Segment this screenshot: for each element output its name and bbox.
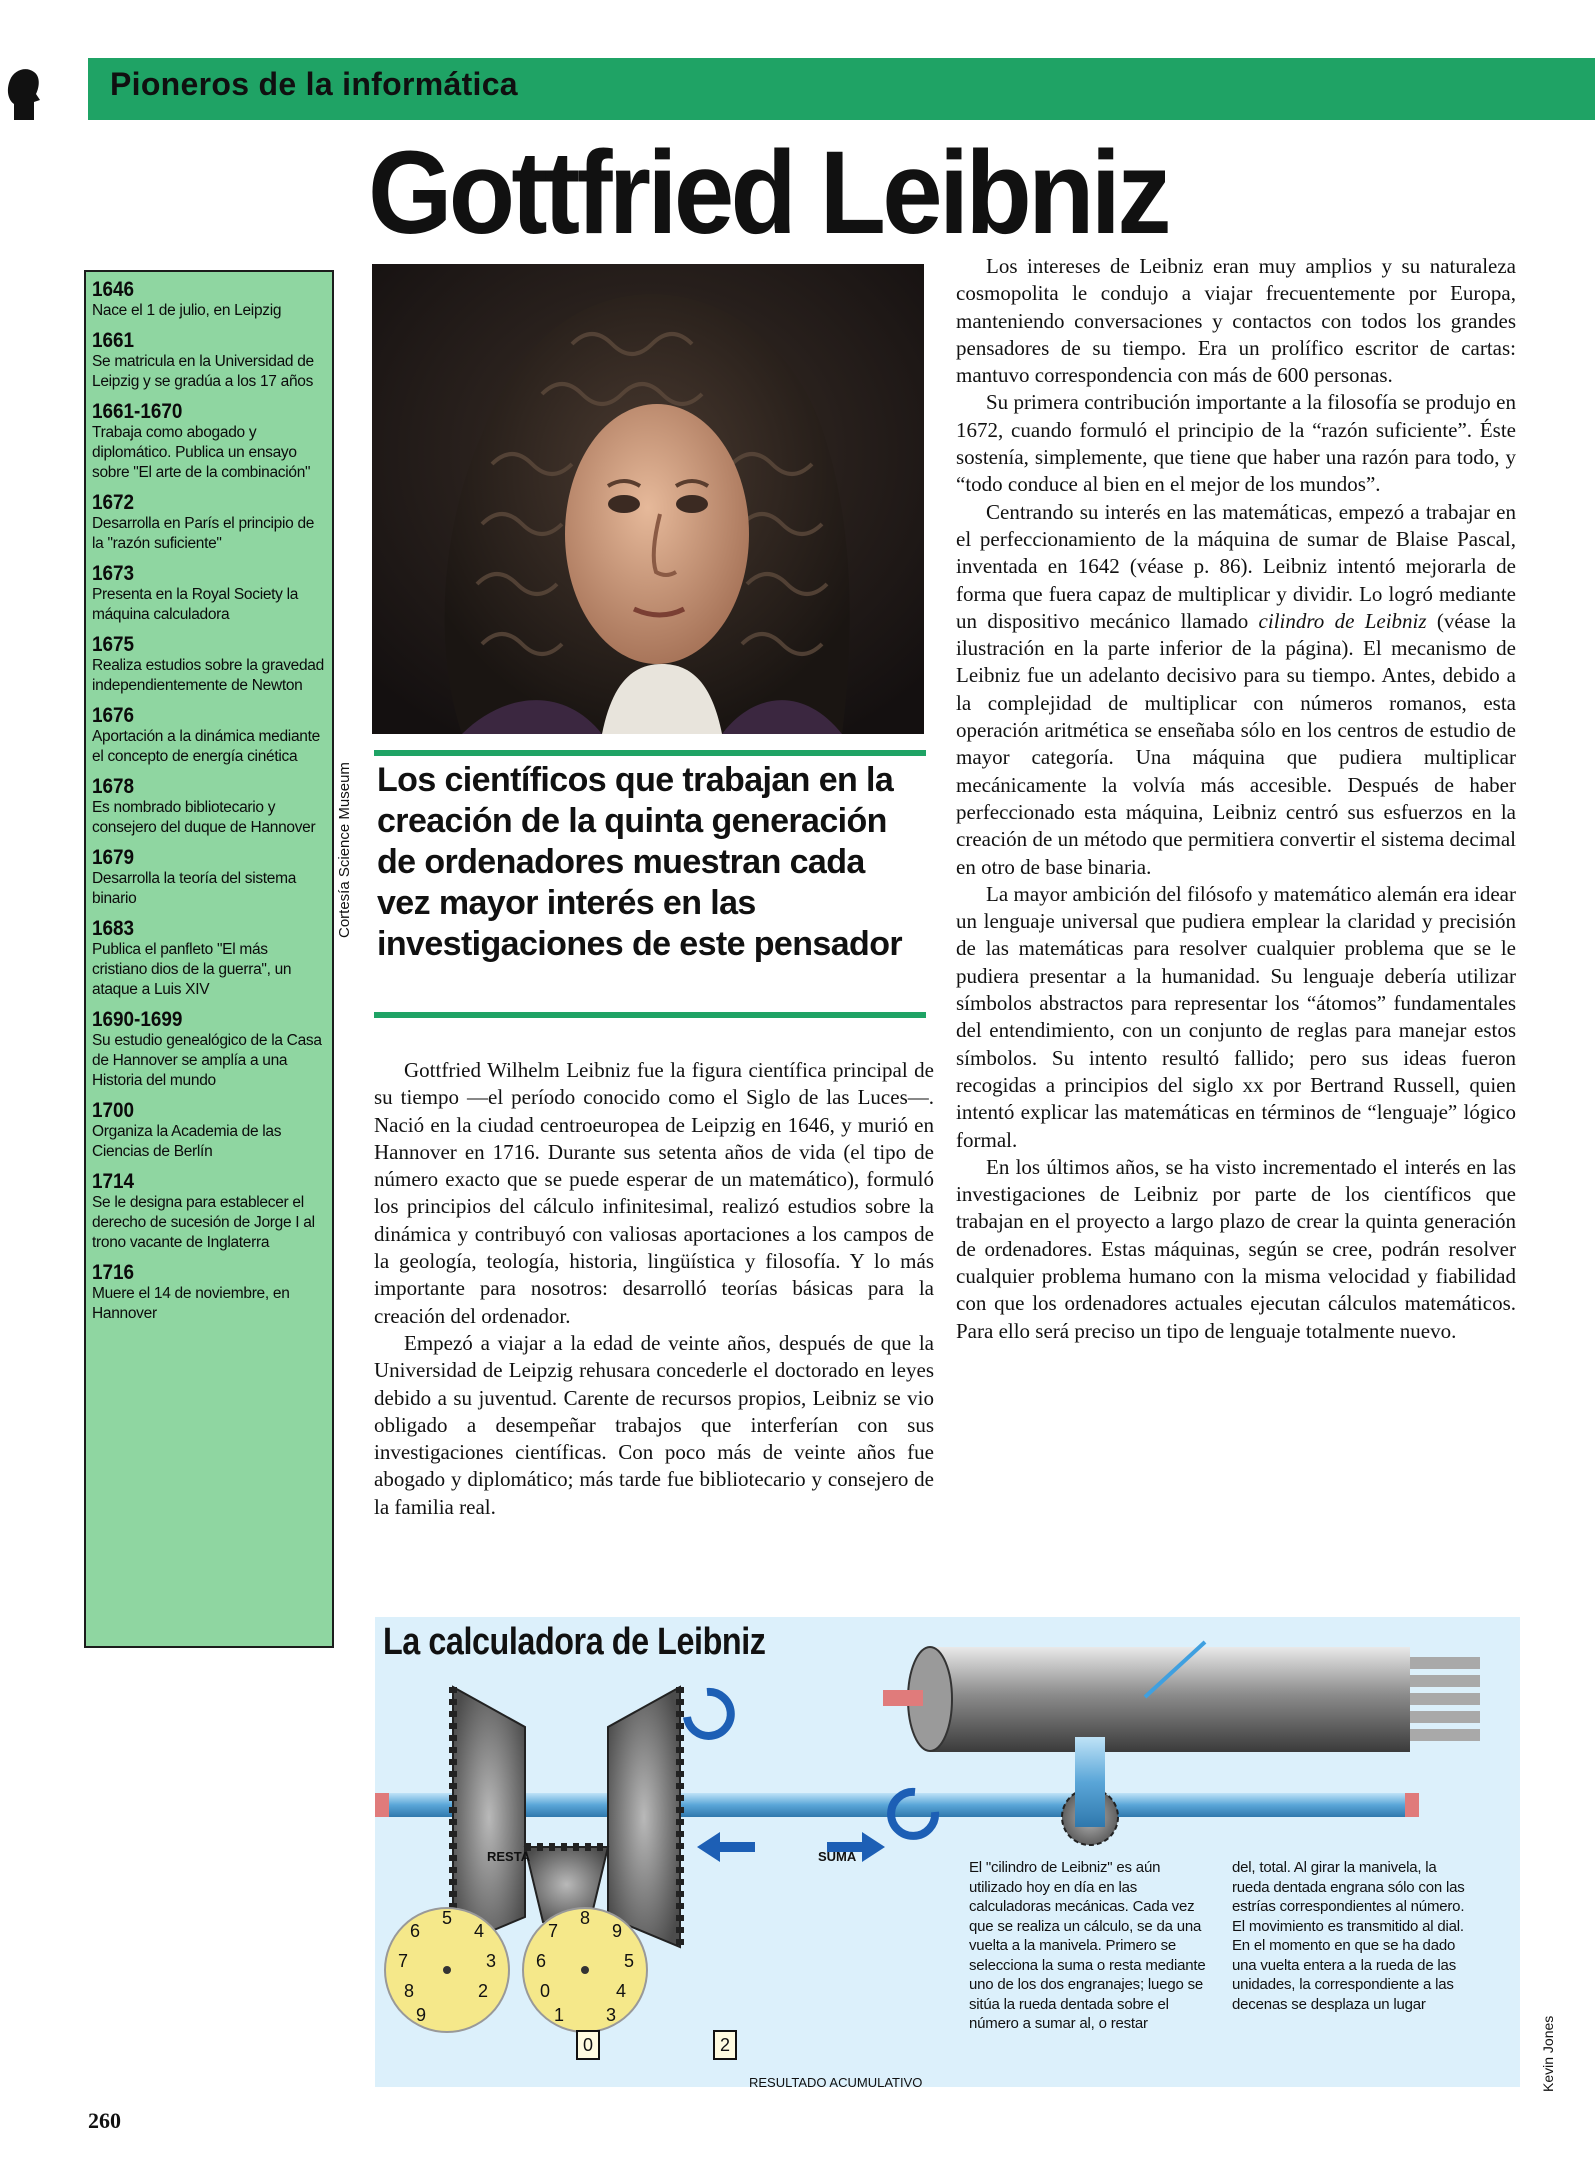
svg-text:9: 9 [611, 1921, 623, 1941]
timeline-box [84, 270, 334, 1648]
timeline-year: 1716 [92, 1261, 135, 1284]
timeline-text: Publica el panfleto "El más cristiano dios de la guerra", un ataque a Luis XIV [92, 941, 292, 998]
timeline-entry [92, 278, 324, 321]
label-suma: SUMA [818, 1849, 857, 1864]
timeline-year: 1690-1699 [92, 1008, 183, 1031]
timeline-entry [92, 633, 324, 696]
timeline-entry [92, 1261, 324, 1324]
dial-tens [523, 1908, 647, 2032]
timeline-entry [92, 491, 324, 554]
svg-text:4: 4 [615, 1981, 627, 2001]
body-paragraph: Su primera contribución importante a la filosofía se produjo en 1672, cuando formuló el principio de la “razón suficiente”. Éste sostenía, simplemente, que tiene que haber una razón para todo, y “todo conduce al bien en el mejor de los mundos”. [956, 390, 1516, 497]
timeline-entry [92, 1170, 324, 1253]
body-paragraph: Gottfried Wilhelm Leibniz fue la figura científica principal de su tiempo —el período conocido como el Siglo de las Luces—. Nació en la ciudad centroeuropea de Leipzig en 1646, y murió en Hannover en 1716. Durante sus setenta años de vida (el tipo de número exacto que se puede esperar de un matemático), formuló los principios del cálculo infinitesimal, realizó estudios sobre la dinámica y contribuyó con valiosas aportaciones a los campos de la geología, teología, historia, lingüística y filosofía. Y lo más importante para nosotros: desarrolló teorías básicas para la creación del ordenador. [374, 1058, 934, 1328]
timeline-year: 1676 [92, 704, 135, 727]
timeline-year: 1673 [92, 562, 135, 585]
svg-text:1: 1 [553, 2005, 565, 2025]
timeline-entry [92, 704, 324, 767]
rotation-arrow-icon [687, 1692, 731, 1736]
timeline-entry [92, 562, 324, 625]
body-column-right [956, 253, 1516, 1345]
page-title: Gottfried Leibniz [368, 127, 1168, 259]
timeline-entry [92, 1099, 324, 1162]
timeline-entry [92, 1008, 324, 1091]
timeline-text: Desarrolla en París el principio de la "razón suficiente" [92, 515, 315, 552]
svg-text:8: 8 [579, 1908, 591, 1928]
timeline-text: Es nombrado bibliotecario y consejero del duque de Hannover [92, 799, 316, 836]
illustration-caption-right: del, total. Al girar la manivela, la rueda dentada engrana sólo con las estrías correspondientes al número. El movimiento es transmitido al dial. En el momento en que se ha dado una vuelta entera a la rueda de las unidades, la correspondiente a las decenas se desplaza un lugar [1232, 1859, 1465, 2013]
body-text: (véase la ilustración en la parte inferior de la página). El mecanismo de Leibniz fue un adelanto decisivo para su tiempo. Antes, debido a la complejidad de multiplicar con números romanos, esta operación aritmética se enseñaba sólo en los centros de estudio de mayor categoría. Una máquina que pudiera multiplicar mecánicamente la volvía más accesible. Después de haber perfeccionado esta máquina, Leibniz centró sus esfuerzos en la creación de un método que permitiera convertir el sistema decimal en otro de base binaria. [956, 608, 1516, 879]
pull-quote-bottom-rule [374, 1012, 926, 1018]
leibniz-calculator-illustration [375, 1617, 1520, 2087]
illustration-credit-text: Kevin Jones [1540, 2015, 1556, 2092]
dial-window-right: 2 [713, 2030, 737, 2060]
timeline-text: Realiza estudios sobre la gravedad independientemente de Newton [92, 657, 324, 694]
timeline-text: Se matricula en la Universidad de Leipzig y se gradúa a los 17 años [92, 353, 314, 390]
bevel-gear-resta [453, 1687, 525, 1947]
illustration-caption-left: El "cilindro de Leibniz" es aún utilizado hoy en día en las calculadoras mecánicas. Cada vez que se realiza un cálculo, se da una vuelta a la manivela. Primero se selecciona la suma o resta mediante uno de los dos engranajes; luego se sitúa la rueda dentada sobre el número a sumar al, o restar [969, 1859, 1206, 2032]
svg-text:5: 5 [623, 1951, 635, 1971]
series-title: Pioneros de la informática [110, 66, 518, 102]
body-paragraph: En los últimos años, se ha visto incrementado el interés en las investigaciones de Leibniz por parte de los científicos que trabajan en el proyecto a largo plazo de crear la quinta generación de ordenadores. Estas máquinas, según se cree, podrán resolver cualquier problema humano con la misma velocidad y fiabilidad con que los ordenadores actuales ejecutan cálculos matemáticos. Para ello será preciso un tipo de lenguaje totalmente nuevo. [956, 1154, 1516, 1343]
svg-text:4: 4 [473, 1921, 485, 1941]
body-column-left [374, 1057, 934, 1521]
svg-text:3: 3 [485, 1951, 497, 1971]
svg-text:8: 8 [403, 1981, 415, 2001]
bevel-gear-suma [608, 1687, 680, 1947]
stepped-cylinder [883, 1642, 1480, 1752]
body-text: Centrando su interés en las matemáticas, empezó a trabajar en el perfeccionamiento de la máquina de sumar de Blaise Pascal, inventada en 1642 (véase p. 86). Leibniz intentó mejorarla de forma que fuera capaz de multiplicar y dividir. Lo logró mediante un dispositivo mecánico llamado [956, 499, 1516, 633]
pull-quote: Los científicos que trabajan en la creación de la quinta generación de ordenadores muestran cada vez mayor interés en las investigaciones de este pensador [377, 761, 902, 963]
body-paragraph: Los intereses de Leibniz eran muy amplios y su naturaleza cosmopolita le condujo a viajar frecuentemente por Europa, manteniendo conversaciones y contactos con todos los grandes pensadores de su tiempo. Era un prolífico escritor de cartas: mantuvo correspondencia con más de 600 personas. [956, 254, 1516, 388]
timeline-text: Muere el 14 de noviembre, en Hannover [92, 1285, 290, 1322]
timeline-year: 1683 [92, 917, 135, 940]
svg-text:7: 7 [397, 1951, 409, 1971]
label-resta: RESTA [487, 1849, 531, 1864]
svg-text:0: 0 [539, 1981, 551, 2001]
timeline-entry [92, 329, 324, 392]
timeline-text: Nace el 1 de julio, en Leipzig [92, 302, 282, 319]
timeline-year: 1672 [92, 491, 135, 514]
timeline-text: Desarrolla la teoría del sistema binario [92, 870, 297, 907]
double-arrow-icon [697, 1832, 885, 1862]
timeline-text: Aportación a la dinámica mediante el concepto de energía cinética [92, 728, 320, 765]
timeline-entry [92, 400, 324, 483]
timeline-text: Organiza la Academia de las Ciencias de Berlín [92, 1123, 282, 1160]
timeline-text: Se le designa para establecer el derecho de sucesión de Jorge I al trono vacante de Inglaterra [92, 1194, 315, 1251]
timeline-text: Trabaja como abogado y diplomático. Publica un ensayo sobre "El arte de la combinación" [92, 424, 311, 481]
dial-window-left: 0 [576, 2030, 600, 2060]
svg-text:6: 6 [535, 1951, 547, 1971]
svg-text:2: 2 [477, 1981, 489, 2001]
timeline-text: Presenta en la Royal Society la máquina calculadora [92, 586, 299, 623]
timeline-entry [92, 775, 324, 838]
page-number: 260 [88, 2108, 121, 2133]
timeline-entry [92, 846, 324, 909]
body-paragraph: Empezó a viajar a la edad de veinte años, después de que la Universidad de Leipzig rehusara concederle el doctorado en leyes debido a su juventud. Carente de recursos propios, Leibniz se vio obligado a desempeñar trabajos que interferían con sus investigaciones científicas. Con poco más de veinte años fue abogado y diplomático; más tarde fue bibliotecario y consejero de la familia real. [374, 1330, 934, 1519]
pull-quote-top-rule [374, 750, 926, 756]
label-resultado-acumulativo: RESULTADO ACUMULATIVO [749, 2075, 923, 2090]
timeline-year: 1714 [92, 1170, 135, 1193]
leibniz-portrait [372, 264, 924, 734]
svg-text:7: 7 [547, 1921, 559, 1941]
timeline-year: 1675 [92, 633, 135, 656]
svg-text:9: 9 [415, 2005, 427, 2025]
body-text-italic: cilindro de Leibniz [1258, 608, 1427, 633]
photo-credit-text: Cortesía Science Museum [336, 762, 353, 938]
svg-text:3: 3 [605, 2005, 617, 2025]
timeline-year: 1678 [92, 775, 135, 798]
photo-credit [334, 738, 354, 938]
body-paragraph [956, 499, 1516, 881]
svg-text:5: 5 [441, 1908, 453, 1928]
body-paragraph: La mayor ambición del filósofo y matemático alemán era idear un lenguaje universal que pudiera emplear la claridad y precisión de las matemáticas para resolver cualquier problema que se le pudiera presentar a la humanidad. Su lenguaje debería utilizar símbolos abstractos para representar los “átomos” fundamentales del entendimiento, con un conjunto de reglas para manejar estos símbolos. Su intento resultó fallido; pero sus ideas fueron recogidas a principios del siglo xx por Bertrand Russell, quien intentó explicar las matemáticas en términos de “lenguaje” lógico formal. [956, 881, 1516, 1152]
timeline-text: Su estudio genealógico de la Casa de Hannover se amplía a una Historia del mundo [92, 1032, 322, 1089]
head-silhouette-icon [0, 60, 80, 122]
timeline-year: 1679 [92, 846, 135, 869]
timeline-year: 1646 [92, 278, 135, 301]
timeline-year: 1700 [92, 1099, 135, 1122]
timeline-entry [92, 917, 324, 1000]
timeline-year: 1661-1670 [92, 400, 183, 423]
illustration-title: La calculadora de Leibniz [383, 1621, 766, 1663]
timeline-year: 1661 [92, 329, 135, 352]
illustration-credit [1540, 2000, 1560, 2100]
svg-text:6: 6 [409, 1921, 421, 1941]
dial-units [385, 1908, 509, 2032]
